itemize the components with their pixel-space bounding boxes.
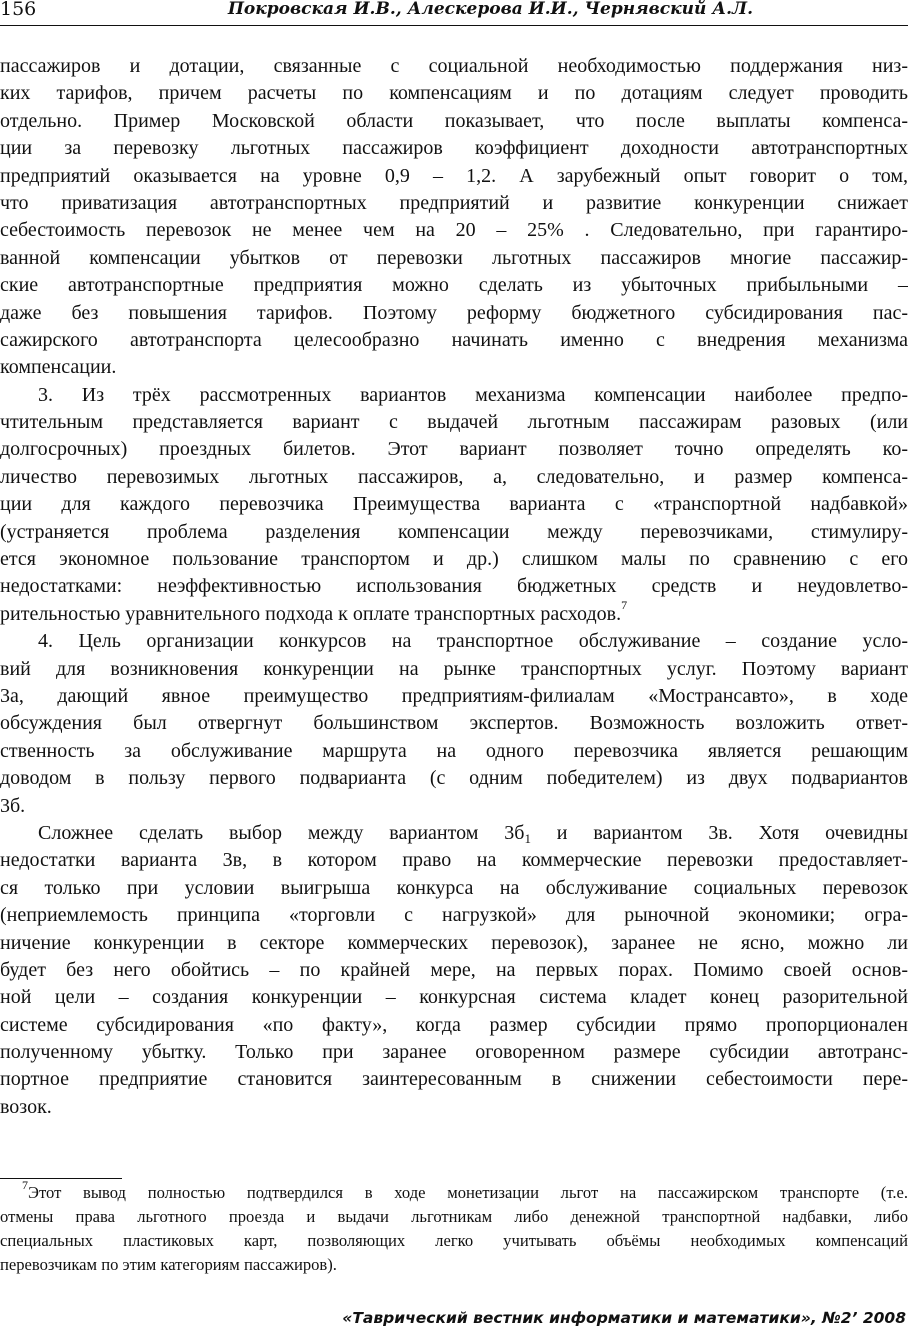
text-line: 4. Цель организации конкурсов на транспортное обслуживание – создание усло- <box>38 630 908 653</box>
footnote-line: отмены права льготного проезда и выдачи льготникам либо денежной транспортной надбавки, либо <box>0 1207 908 1226</box>
text-line: портное предприятие становится заинтересованным в снижении себестоимости пере- <box>0 1068 908 1091</box>
header-rule <box>0 25 908 26</box>
text-line-with-footnote-ref <box>0 601 908 628</box>
text-line: доводом в пользу первого подварианта (с одним победителем) из двух подвариантов <box>0 767 908 790</box>
text-line: даже без повышения тарифов. Поэтому реформу бюджетного субсидирования пас- <box>0 301 908 324</box>
text-line: 3а, дающий явное преимущество предприятиям-филиалам «Мострансавто», в ходе <box>0 684 908 707</box>
text-line: обсуждения был отвергнут большинством экспертов. Возможность возложить ответ- <box>0 712 908 735</box>
text-line: ции за перевозку льготных пассажиров коэффициент доходности автотранспортных <box>0 137 908 160</box>
text-line: себестоимость перевозок не менее чем на 20 – 25% . Следовательно, при гарантиро- <box>0 219 908 242</box>
text-segment: рительностью уравнительного подхода к оплате транспортных расходов. <box>0 602 622 625</box>
text-line: ственность за обслуживание маршрута на одного перевозчика является решающим <box>0 739 908 762</box>
text-line: ские автотранспортные предприятия можно сделать из убыточных прибыльными – <box>0 274 908 297</box>
text-line: ких тарифов, причем расчеты по компенсациям и по дотациям следует проводить <box>0 82 908 105</box>
text-line: чтительным представляется вариант с выдачей льготным пассажирам разовых (или <box>0 411 908 434</box>
text-line: ции для каждого перевозчика Преимущества варианта с «транспортной надбавкой» <box>0 493 908 516</box>
text-line: что приватизация автотранспортных предприятий и развитие конкуренции снижает <box>0 191 908 214</box>
text-line: предприятий оказывается на уровне 0,9 – 1,2. А зарубежный опыт говорит о том, <box>0 164 908 187</box>
text-line: пассажиров и дотации, связанные с социальной необходимостью поддержания низ- <box>0 55 908 77</box>
footnote-line <box>0 1181 908 1205</box>
text-segment: Сложнее сделать выбор между вариантом 3б <box>38 821 525 844</box>
text-line: (устраняется проблема разделения компенсации между перевозчиками, стимулиру- <box>0 520 908 543</box>
text-line: отдельно. Пример Московской области показывает, что после выплаты компенса- <box>0 109 908 132</box>
text-segment: Этот вывод полностью подтвердился в ходе монетизации льгот на пассажирском транспорте (т.е. <box>28 1183 908 1202</box>
text-line: сажирского автотранспорта целесообразно начинать именно с внедрения механизма <box>0 328 908 351</box>
text-line: ничение конкуренции в секторе коммерческих перевозок), заранее не ясно, можно ли <box>0 931 908 954</box>
text-line-with-subscript <box>0 820 908 847</box>
running-head-authors: Покровская И.В., Алескерова И.И., Чернявский А.Л. <box>227 0 753 19</box>
text-line: возок. <box>0 1095 52 1118</box>
text-line: полученному убытку. Только при заранее оговоренном размере субсидии автотранс- <box>0 1041 908 1064</box>
text-line: ной цели – создания конкуренции – конкурсная система кладет конец разорительной <box>0 986 908 1009</box>
page-header <box>0 0 908 22</box>
footnote-marker: 7 <box>22 1181 28 1192</box>
page-number: 156 <box>0 0 37 20</box>
text-line: ся только при условии выигрыша конкурса на обслуживание социальных перевозок <box>0 876 908 899</box>
text-line: долгосрочных) проездных билетов. Этот вариант позволяет точно определять ко- <box>0 438 908 461</box>
footnote-reference[interactable]: 7 <box>621 600 628 612</box>
text-line: ванной компенсации убытков от перевозки льготных пассажиров многие пассажир- <box>0 246 908 269</box>
text-line: будет без него обойтись – по крайней мере, на первых порах. Помимо своей основ- <box>0 958 908 981</box>
footnote-line: перевозчикам по этим категориям пассажиров). <box>0 1255 337 1274</box>
text-line: (неприемлемость принципа «торговли с нагрузкой» для рыночной экономики; огра- <box>0 904 908 927</box>
text-segment: и вариантом 3в. Хотя очевидны <box>530 821 908 844</box>
text-line: компенсации. <box>0 356 117 379</box>
subscript: 1 <box>524 830 531 846</box>
text-line: недостатки варианта 3в, в котором право на коммерческие перевозки предоставляет- <box>0 849 908 872</box>
text-line: системе субсидирования «по факту», когда размер субсидии прямо пропорционален <box>0 1013 908 1036</box>
text-line: ется экономное пользование транспортом и др.) слишком малы по сравнению с его <box>0 548 908 571</box>
body-text <box>0 53 908 1121</box>
footnote-line: специальных пластиковых карт, позволяющих легко учитывать объёмы необходимых компенсаций <box>0 1231 908 1250</box>
text-line: 3. Из трёх рассмотренных вариантов механизма компенсации наиболее предпо- <box>38 383 908 406</box>
footnote <box>0 1181 908 1277</box>
text-line: 3б. <box>0 794 26 817</box>
text-line: личество перевозимых льготных пассажиров, а, следовательно, и размер компенса- <box>0 465 908 488</box>
journal-footer: «Таврический вестник информатики и математики», №2’ 2008 <box>342 1309 906 1327</box>
text-line: недостатками: неэффективностью использования бюджетных средств и неудовлетво- <box>0 575 908 598</box>
footnote-rule <box>0 1178 122 1179</box>
text-line: вий для возникновения конкуренции на рынке транспортных услуг. Поэтому вариант <box>0 657 908 680</box>
